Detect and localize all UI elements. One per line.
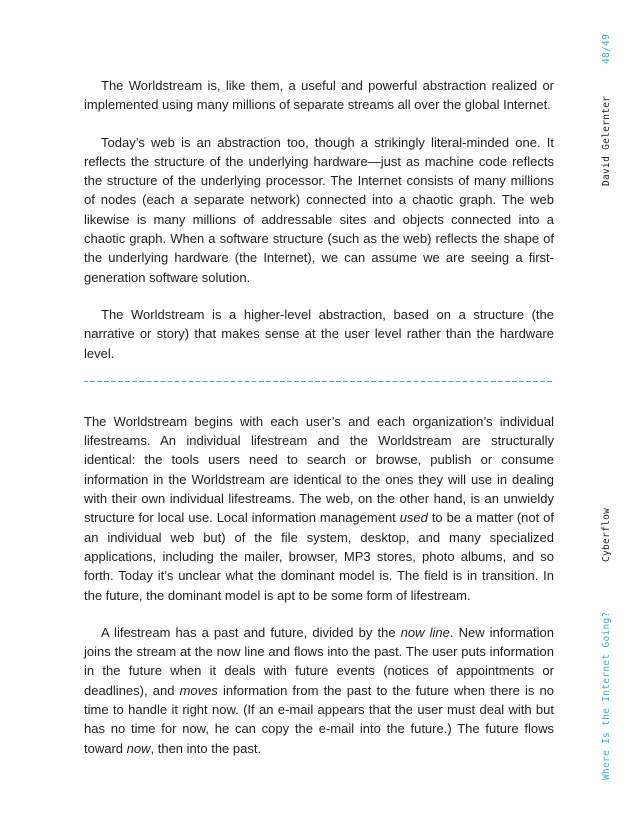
- paragraph-todays-web: Today’s web is an abstraction too, though a strikingly literal-minded one. It reflects the structure of the underlying hardware—just as machine code reflects the structure of the underlying processor. The Internet consists of many millions of nodes (each a separate network) connected into a chaotic graph. The web likewise is many millions of addressable sites and objects connected into a chaotic graph. When a software structure (such as the web) reflects the shape of the underlying hardware (the Internet), we can assume we are seeing a first-generation software solution.: [84, 134, 554, 285]
- running-head-author: David Gelernter: [601, 95, 612, 186]
- text-span: A lifestream has a past and future, divided by the: [101, 624, 401, 640]
- emphasis-now: now: [126, 740, 151, 756]
- paragraph-lifestream-past-future: [84, 623, 554, 758]
- paragraph-worldstream-begins: [84, 412, 554, 605]
- section-divider: [84, 381, 554, 382]
- running-head-book: Cyberflow: [601, 507, 612, 562]
- body-text: [84, 76, 554, 776]
- text-span: to be a matter (not of an individual web but) of the file system, desktop, and many specialized applications, including the mailer, browser, MP3 stores, photo albums, and so forth. Today it’s unclear what the dominant model is. The field is in transition. In the future, the dominant model is apt to be some form of lifestream.: [84, 510, 554, 603]
- paragraph-worldstream-abstraction: The Worldstream is, like them, a useful and powerful abstraction realized or implemented using many millions of separate streams all over the global Internet.: [84, 78, 554, 113]
- page-number: 48/49: [601, 33, 612, 64]
- emphasis-moves: moves: [179, 682, 218, 698]
- emphasis-used: used: [399, 510, 428, 526]
- text-span: . New information joins the stream at the now line and flows into the past. The user puts information in the future when it deals with future events (notices of appointments or deadlines), and: [84, 624, 554, 698]
- running-head-collection: Where Is the Internet Going?: [601, 611, 612, 780]
- text-span: The Worldstream begins with each user’s and each organization’s individual lifestreams. An individual lifestream and the Worldstream are structurally identical: the tools users need to search or browse, publish or consume information in the Worldstream are identical to the ones they will use in dealing with their own individual lifestreams. The web, on the other hand, is an unwieldy structure for local use. Local information management: [84, 413, 554, 526]
- paragraph-higher-level-abstraction: The Worldstream is a higher-level abstraction, based on a structure (the narrative or story) that makes sense at the user level rather than the hardware level.: [84, 306, 554, 361]
- text-span: information from the past to the future when there is no time to handle it right now. (If an e-mail appears that the user must deal with but has no time for now, he can copy the e-mail into the future.) The future flows toward: [84, 682, 554, 756]
- emphasis-now-line: now line: [400, 624, 450, 640]
- text-span: , then into the past.: [150, 740, 262, 756]
